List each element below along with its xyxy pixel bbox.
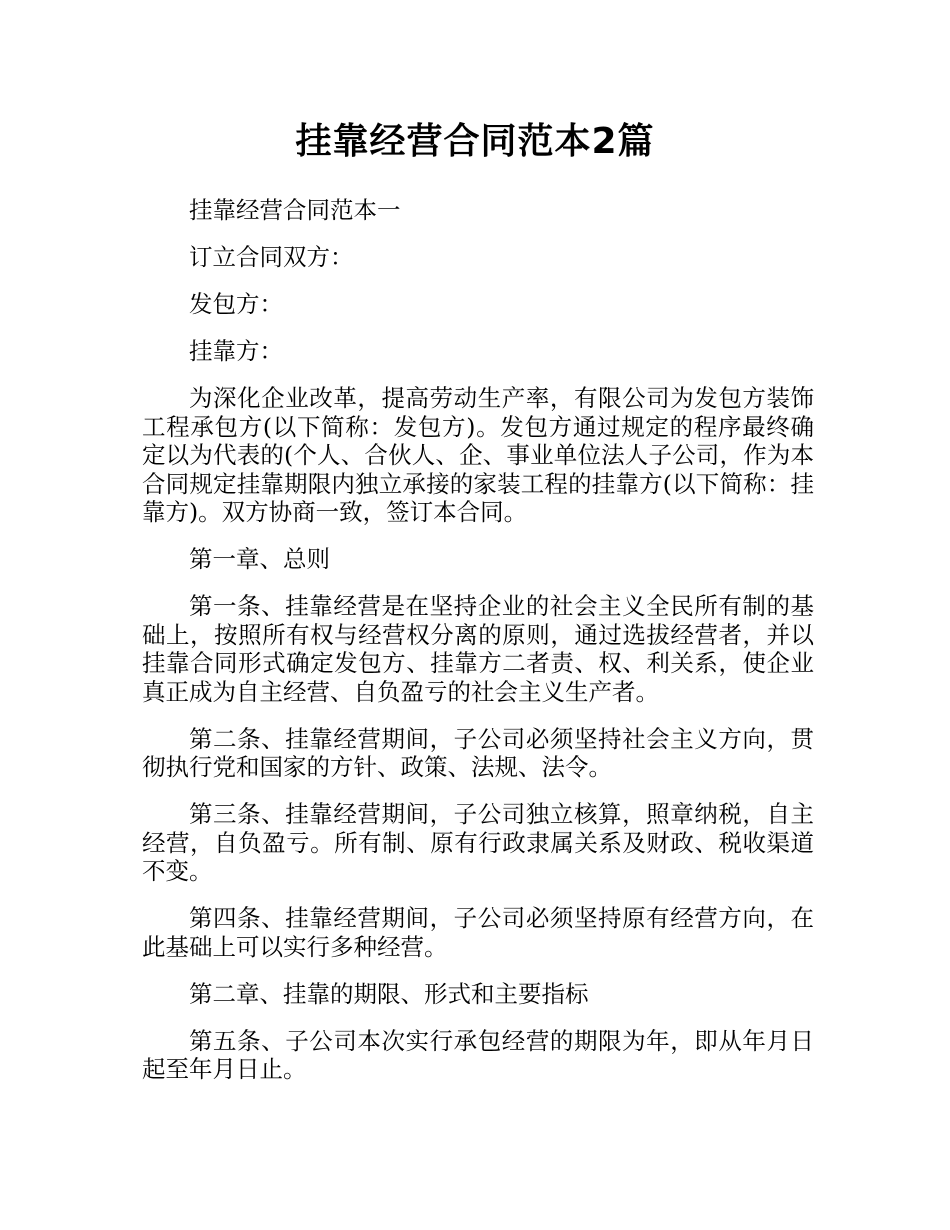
paragraph-contract-heading: 挂靠经营合同范本一 (189, 196, 401, 224)
document-body (142, 196, 814, 1102)
article-1: 第一条、挂靠经营是在坚持企业的社会主义全民所有制的基础上，按照所有权与经营权分离的原则，通过选拔经营者，并以挂靠合同形式确定发包方、挂靠方二者责、权、利关系，使企业真正成为自主经营、自负盈亏的社会主义生产者。 (142, 592, 814, 706)
chapter-2-heading: 第二章、挂靠的期限、形式和主要指标 (189, 979, 589, 1008)
paragraph-affiliate-label: 挂靠方： (189, 337, 283, 365)
paragraph-contractor-label: 发包方： (189, 290, 283, 318)
article-4: 第四条、挂靠经营期间，子公司必须坚持原有经营方向，在此基础上可以实行多种经营。 (142, 904, 814, 961)
paragraph-parties-label: 订立合同双方： (189, 243, 354, 271)
article-2: 第二条、挂靠经营期间，子公司必须坚持社会主义方向，贯彻执行党和国家的方针、政策、法规、法令。 (142, 724, 814, 781)
article-3: 第三条、挂靠经营期间，子公司独立核算，照章纳税，自主经营，自负盈亏。所有制、原有行政隶属关系及财政、税收渠道不变。 (142, 800, 814, 885)
article-5: 第五条、子公司本次实行承包经营的期限为年，即从年月日起至年月日止。 (142, 1026, 814, 1083)
chapter-1-heading: 第一章、总则 (189, 545, 330, 573)
document-title: 挂靠经营合同范本2篇 (295, 121, 655, 162)
paragraph-preamble: 为深化企业改革，提高劳动生产率，有限公司为发包方装饰工程承包方(以下简称：发包方)。发包方通过规定的程序最终确定以为代表的(个人、合伙人、企、事业单位法人子公司，作为本合同规定挂靠期限内独立承接的家装工程的挂靠方(以下简称：挂靠方)。双方协商一致，签订本合同。 (142, 384, 814, 526)
